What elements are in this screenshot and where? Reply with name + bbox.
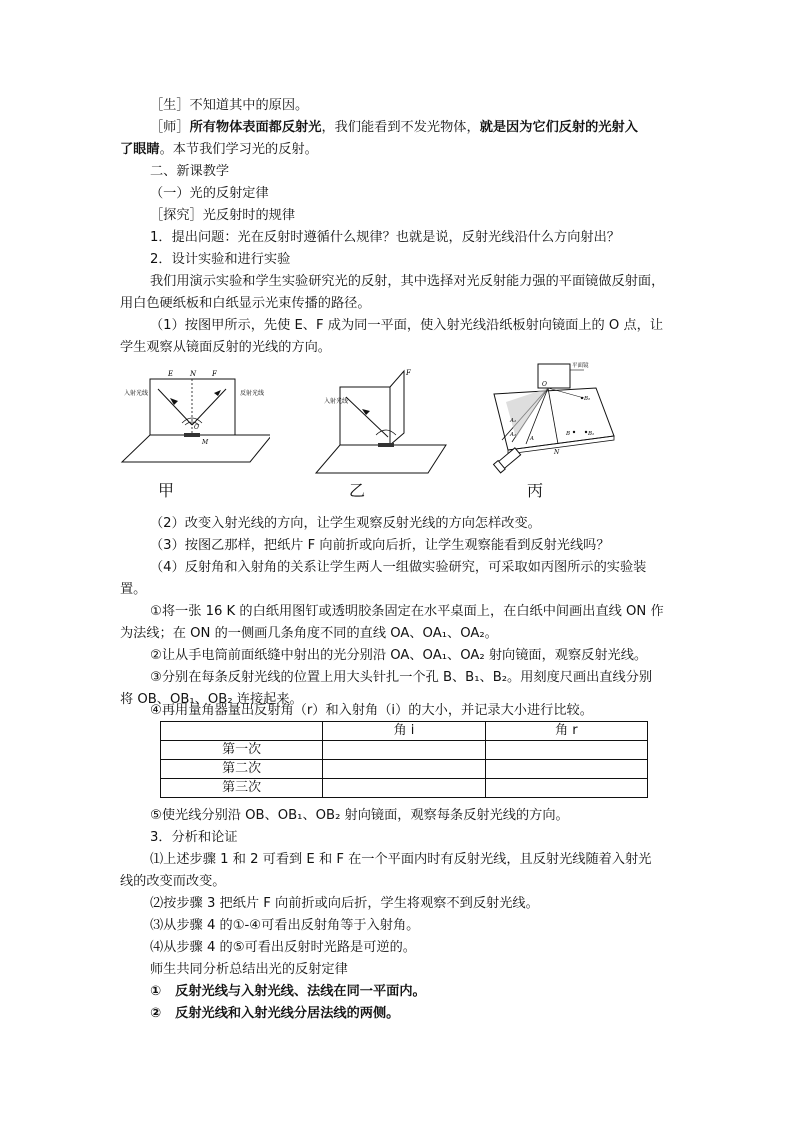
table-cell: 第三次 xyxy=(161,779,323,798)
analysis-4: ⑷从步骤 4 的⑤可看出反射时光路是可逆的。 xyxy=(150,940,416,955)
law-1 xyxy=(150,982,710,1002)
student-line: ［生］不知道其中的原因。 xyxy=(150,98,309,113)
jia-reflected-label: 反射光线 xyxy=(240,390,265,397)
table-cell xyxy=(485,779,647,798)
law-2-text: 反射光线和入射光线分居法线的两侧。 xyxy=(175,1006,400,1021)
teacher-bold-2: 就是因为它们反射的光射入 xyxy=(479,120,638,135)
analysis-2: ⑵按步骤 3 把纸片 F 向前折或向后折，学生将观察不到反射光线。 xyxy=(150,896,539,911)
law-2-number: ② xyxy=(150,1006,162,1021)
table-cell xyxy=(485,741,647,760)
step-1-line-1: （1）按图甲所示，先使 E、F 成为同一平面，使入射光线沿纸板射向镜面上的 O 点，让 xyxy=(150,318,664,333)
law-2 xyxy=(150,1004,710,1024)
table-cell xyxy=(323,760,485,779)
bing-mirror-label: 平面镜 xyxy=(572,363,589,369)
table-header-cell xyxy=(161,722,323,741)
teacher-bold-1: 所有物体表面都反射光 xyxy=(189,120,322,135)
table-cell: 第二次 xyxy=(161,760,323,779)
paragraph-1-line-1: 我们用演示实验和学生实验研究光的反射，其中选择对光反射能力强的平面镜做反射面， xyxy=(150,274,665,289)
subsection-heading: （一）光的反射定律 xyxy=(150,186,269,201)
table-row xyxy=(161,779,648,798)
table-cell xyxy=(323,741,485,760)
bing-label-b2: B₂ xyxy=(584,396,591,402)
jia-label-e: E xyxy=(168,370,174,378)
procedure-1-line-1: ①将一张 16 K 的白纸用图钉或透明胶条固定在水平桌面上，在白纸中间画出直线 ON 作 xyxy=(150,604,664,619)
table-cell: 第一次 xyxy=(161,741,323,760)
table-cell xyxy=(323,779,485,798)
figure-yi xyxy=(310,367,450,477)
teacher-mid: ，我们能看到不发光物体， xyxy=(321,120,480,135)
procedure-2: ②让从手电筒前面纸缝中射出的光分别沿 OA、OA₁、OA₂ 射向镜面，观察反射光线。 xyxy=(150,648,648,663)
angle-table xyxy=(160,721,648,798)
teacher-line xyxy=(150,118,710,138)
procedure-5: ⑤使光线分别沿 OB、OB₁、OB₂ 射向镜面，观察每条反射光线的方向。 xyxy=(150,808,569,823)
step-4-line-1: （4）反射角和入射角的关系让学生两人一组做实验研究，可采取如丙图所示的实验装 xyxy=(150,560,647,575)
bing-label-b: B xyxy=(566,431,571,437)
table-header-row xyxy=(161,722,648,741)
teacher-prefix: ［师］ xyxy=(150,120,190,135)
figure-bing xyxy=(486,358,626,478)
bing-label-a: A xyxy=(530,436,534,442)
bing-label-n: N xyxy=(554,449,560,456)
teacher-end: 。本节我们学习光的反射。 xyxy=(159,142,318,157)
procedure-1-line-2: 为法线；在 ON 的一侧画几条角度不同的直线 OA、OA₁、OA₂。 xyxy=(120,626,498,641)
figure-yi-caption: 乙 xyxy=(349,481,366,500)
analysis-1-line-1: ⑴上述步骤 1 和 2 可看到 E 和 F 在一个平面内时有反射光线，且反射光线随着入射光 xyxy=(150,852,652,867)
paragraph-1-line-2: 用白色硬纸板和白纸显示光束传播的路径。 xyxy=(120,296,371,311)
teacher-line-cont xyxy=(120,140,680,160)
yi-label-f: F xyxy=(406,369,411,377)
table-row xyxy=(161,741,648,760)
teacher-bold-3: 了眼睛 xyxy=(120,142,160,157)
law-1-number: ① xyxy=(150,984,162,999)
table-header-cell: 角 i xyxy=(323,722,485,741)
analysis-3: ⑶从步骤 4 的①-④可看出反射角等于入射角。 xyxy=(150,918,420,933)
bing-label-b1: B₁ xyxy=(588,431,595,437)
figure-bing-caption: 丙 xyxy=(527,481,544,500)
table-cell xyxy=(485,760,647,779)
jia-incident-label: 入射光线 xyxy=(124,390,149,397)
bing-label-o: O xyxy=(542,381,547,388)
explore-heading: ［探究］光反射时的规律 xyxy=(150,208,296,223)
question-1: 1．提出问题：光在反射时遵循什么规律？也就是说，反射光线沿什么方向射出？ xyxy=(150,230,620,245)
figure-jia-caption: 甲 xyxy=(158,481,175,500)
jia-label-o: O xyxy=(194,424,199,431)
section-heading: 二、新课教学 xyxy=(150,164,230,179)
table-row xyxy=(161,760,648,779)
question-2: 2．设计实验和进行实验 xyxy=(150,252,291,267)
bing-label-a2: A₂ xyxy=(510,432,517,438)
figure-jia xyxy=(110,365,270,465)
procedure-3-line-2: 将 OB、OB₁、OB₂ 连接起来。 xyxy=(120,692,303,707)
procedure-4: ④再用量角器量出反射角（r）和入射角（i）的大小，并记录大小进行比较。 xyxy=(150,703,593,718)
step-2: （2）改变入射光线的方向，让学生观察反射光线的方向怎样改变。 xyxy=(150,516,541,531)
jia-label-m: M xyxy=(202,439,209,446)
step-3: （3）按图乙那样，把纸片 F 向前折或向后折，让学生观察能看到反射光线吗？ xyxy=(150,538,610,553)
law-1-text: 反射光线与入射光线、法线在同一平面内。 xyxy=(175,984,426,999)
jia-label-n: N xyxy=(190,370,197,378)
procedure-3-line-1: ③分别在每条反射光线的位置上用大头针扎一个孔 B、B₁、B₂。用刻度尺画出直线分别 xyxy=(150,670,653,685)
table-header-cell: 角 r xyxy=(485,722,647,741)
summary-line: 师生共同分析总结出光的反射定律 xyxy=(150,962,348,977)
step-1-line-2: 学生观察从镜面反射的光线的方向。 xyxy=(120,340,331,355)
analysis-1-line-2: 线的改变而改变。 xyxy=(120,874,226,889)
analysis-heading: 3．分析和论证 xyxy=(150,830,238,845)
bing-label-a1: A₁ xyxy=(510,418,517,424)
yi-incident-label: 入射光线 xyxy=(324,398,349,405)
jia-label-f: F xyxy=(212,370,217,378)
step-4-line-2: 置。 xyxy=(120,582,147,597)
